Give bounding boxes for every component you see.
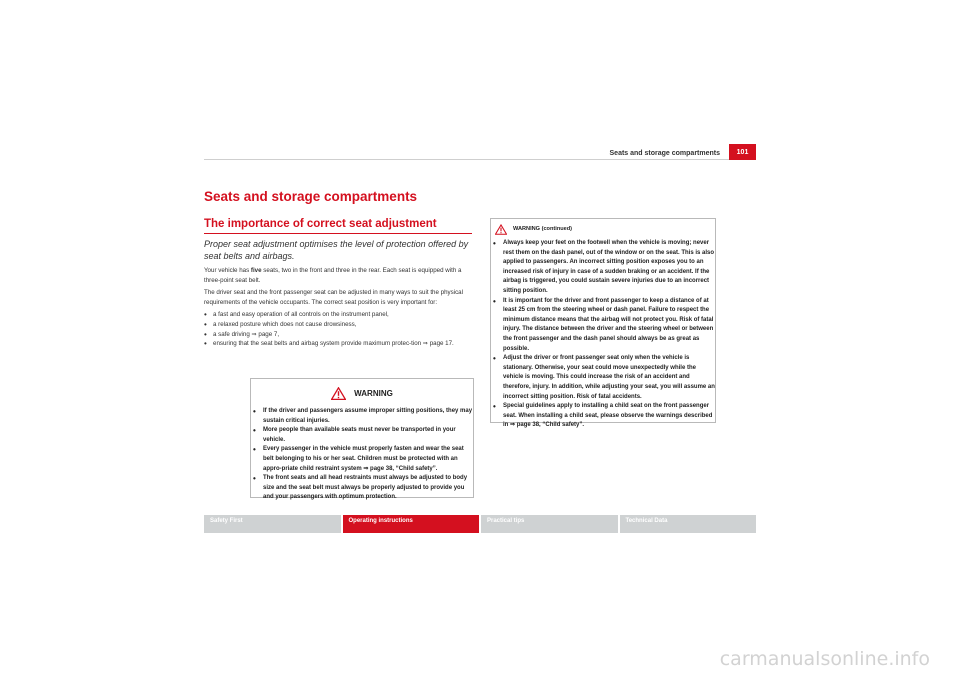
warning-continued-header: [491, 219, 715, 239]
list-item: • Always keep your feet on the footwell when the vehicle is moving; never rest them on the dash panel, out of the window or on the seat. This is also applied to passengers. An incorrect sitting position exposes you to an increased risk of injury in case of a sudden braking or an accident. If the airbag is triggered, you could sustain severe injuries due to an incorrect sitting position.: [493, 239, 715, 297]
list-item: • The front seats and all head restraints must always be adjusted to body size and the seat belt must always be properly adjusted to provide you and your passengers with optimum protection.: [253, 474, 473, 503]
warning-triangle-icon: [495, 224, 507, 235]
warning-title: WARNING: [354, 388, 393, 398]
page-number: 101: [729, 144, 756, 160]
para1-bold: five: [250, 267, 262, 274]
warning-continued-list: [491, 239, 715, 431]
list-item: • Every passenger in the vehicle must properly fasten and wear the seat belt belonging to his or her seat. Children must be protected with an appro-priate child restraint system ⇒ page 38, “Child safety”.: [253, 445, 473, 474]
header-title: Seats and storage compartments: [609, 150, 720, 157]
warning-continued-title: WARNING (continued): [513, 226, 573, 232]
list-item: • Adjust the driver or front passenger seat only when the vehicle is stationary. Otherwise, your seat could move unexpectedly while the vehicle is moving. This could increase the risk of an accident and therefore, injury. In addition, while adjusting your seat, you will assume an incorrect sitting position. Risk of fatal accidents.: [493, 354, 715, 402]
header-rule: [204, 159, 756, 160]
chapter-title: Seats and storage compartments: [204, 189, 418, 204]
warning-box: [250, 378, 474, 501]
para1-start: Your vehicle has: [204, 267, 251, 274]
watermark: carmanualsonline.info: [719, 648, 930, 670]
warning-triangle-icon: [331, 387, 346, 400]
section-rule: [204, 233, 472, 234]
tab-practical-tips[interactable]: Practical tips: [481, 515, 618, 533]
list-item: • a relaxed posture which does not cause drowsiness,: [204, 320, 476, 330]
list-item: • ensuring that the seat belts and airbag system provide maximum protec-tion ⇒ page 17.: [204, 339, 476, 349]
list-item: • a safe driving ⇒ page 7,: [204, 330, 476, 340]
body-text: [204, 266, 476, 349]
warning-header: [251, 379, 473, 407]
body-bullet-list: [204, 310, 476, 348]
intro-text: Proper seat adjustment optimises the level of protection offered by seat belts and airbags.: [204, 239, 469, 261]
warning-list: [251, 407, 473, 503]
body-paragraph-2: The driver seat and the front passenger seat can be adjusted in many ways to suit the physical requirements of the vehicle occupants. The correct seat position is very important for:: [204, 289, 463, 306]
list-item: • Special guidelines apply to installing a child seat on the front passenger seat. When installing a child seat, please observe the warnings described in ⇒ page 38, “Child safety”.: [493, 402, 715, 431]
list-item: • If the driver and passengers assume improper sitting positions, they may sustain critical injuries.: [253, 407, 473, 426]
section-title: The importance of correct seat adjustment: [204, 218, 437, 230]
para1-end: seats, two in the front and three in the rear. Each seat is equipped with a three-point seat belt.: [204, 267, 462, 284]
tab-technical-data[interactable]: Technical Data: [620, 515, 757, 533]
warning-continued-box: [490, 218, 716, 429]
list-item: • More people than available seats must never be transported in your vehicle.: [253, 426, 473, 445]
list-item: • It is important for the driver and front passenger to keep a distance of at least 25 cm from the steering wheel or dash panel. Failure to respect the minimum distance means that the airbag will not protect you. Risk of fatal injury. The distance between the driver and the steering wheel or between the front passenger and the dash panel should always be as great as possible.: [493, 297, 715, 355]
footer-tabs: [204, 515, 756, 533]
body-paragraph-1: [204, 266, 476, 285]
tab-operating-instructions[interactable]: Operating instructions: [343, 515, 480, 533]
list-item: • a fast and easy operation of all controls on the instrument panel,: [204, 310, 476, 320]
tab-safety-first[interactable]: Safety First: [204, 515, 341, 533]
